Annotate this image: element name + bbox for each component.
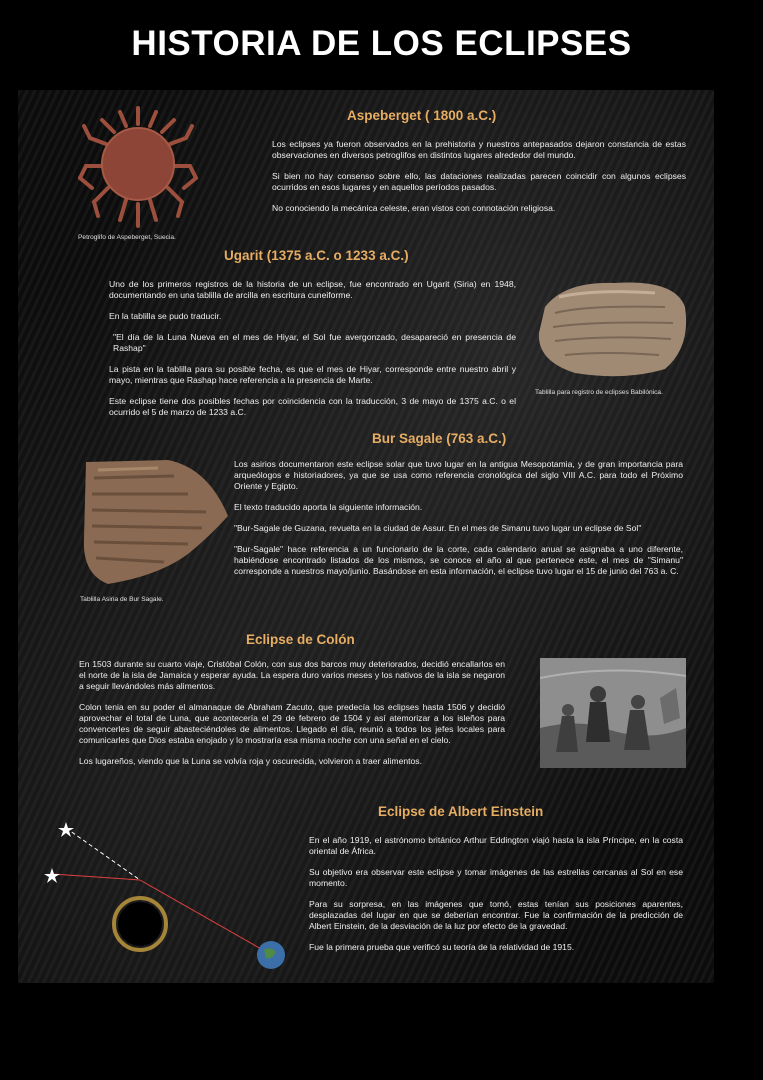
einstein-heading: Eclipse de Albert Einstein	[378, 804, 544, 819]
colon-engraving-image	[540, 658, 686, 768]
ugarit-heading: Ugarit (1375 a.C. o 1233 a.C.)	[224, 248, 409, 263]
petroglyph-caption: Petroglifo de Aspeberget, Suecia.	[78, 234, 176, 241]
paragraph: No conociendo la mecánica celeste, eran vistos con connotación religiosa.	[272, 203, 556, 213]
page-title: HISTORIA DE LOS ECLIPSES	[131, 24, 632, 63]
paragraph: Los eclipses ya fueron observados en la prehistoria y nuestros antepasados dejaron constancia de estas observaciones en diversos petroglifos en distintos lugares alrededor del mundo.	[272, 139, 686, 160]
paragraph: Los lugareños, viendo que la Luna se volvía roja y oscurecida, volvieron a traer alimentos.	[79, 756, 422, 766]
colon-text	[79, 659, 505, 777]
paragraph: Fue la primera prueba que verificó su teoría de la relatividad de 1915.	[309, 942, 575, 952]
einstein-text	[309, 835, 683, 963]
paragraph: "El día de la Luna Nueva en el mes de Hiyar, el Sol fue avergonzado, desapareció en presencia de Rashap"	[113, 332, 516, 353]
paragraph: El texto traducido aporta la siguiente información.	[234, 502, 423, 512]
paragraph: "Bur-Sagale" hace referencia a un funcionario de la corte, cada calendario anual se asignaba a uno diferente, habiéndose encontrado listados de los mismos, se conoce el año al que pertenece este, el mes de "Simanu" corresponde a nuestros mayo/junio. Basándose en esta información, el eclipse tuvo lugar el 15 de junio del 763 a. C.	[234, 544, 683, 576]
paragraph: En la tablilla se pudo traducir.	[109, 311, 222, 321]
paragraph: En 1503 durante su cuarto viaje, Cristóbal Colón, con sus dos barcos muy deteriorados, decidió encallarlos en el norte de la isla de Jamaica y esperar ayuda. La espera duro varios meses y los nativos de la isla se negaron a seguir llevándoles más alimentos.	[79, 659, 505, 691]
bursagale-tablet-image	[78, 458, 233, 588]
ugarit-caption: Tablilla para registro de eclipses Babilónica.	[535, 389, 663, 396]
aspeberget-text	[272, 139, 686, 224]
light-deflection-diagram	[40, 818, 295, 978]
bursagale-caption: Tablilla Asiria de Bur Sagale.	[80, 596, 164, 603]
aspeberget-heading: Aspeberget ( 1800 a.C.)	[347, 108, 497, 123]
paragraph: Su objetivo era observar este eclipse y tomar imágenes de las estrellas cercanas al Sol en ese momento.	[309, 867, 683, 888]
paragraph: Uno de los primeros registros de la historia de un eclipse, fue encontrado en Ugarit (Siria) en 1948, documentando en una tablilla de arcilla en escritura cuneiforme.	[109, 279, 516, 300]
ugarit-tablet-image	[535, 277, 690, 382]
colon-heading: Eclipse de Colón	[246, 632, 355, 647]
paragraph: Este eclipse tiene dos posibles fechas por coincidencia con la traducción, 3 de mayo de 1375 a.C. o el ocurrido el 5 de marzo de 1233 a.C.	[109, 396, 516, 417]
paragraph: Colon tenia en su poder el almanaque de Abraham Zacuto, que predecía los eclipses hasta 1506 y decidió aprovechar el total de Luna, que acontecería el 29 de febrero de 1504 y así atemorizar a los isleños para convencerles de seguir abasteciéndoles de alimentos. Llegado el día, reunió a todos los jefes locales para comunicarles que Dios estaba enojado y lo mostraría esa misma noche con una señal en el cielo.	[79, 702, 505, 745]
petroglyph-image	[76, 104, 201, 230]
paragraph: Para su sorpresa, en las imágenes que tomó, estas tenían sus posiciones aparentes, desplazadas del lugar en que se deberían encontrar. Fue la confirmación de la predicción de Albert Einstein, de la desviación de la luz por efecto de la gravedad.	[309, 899, 683, 931]
paragraph: En el año 1919, el astrónomo británico Arthur Eddington viajó hasta la isla Príncipe, en la costa oriental de África.	[309, 835, 683, 856]
paragraph: Los asirios documentaron este eclipse solar que tuvo lugar en la antigua Mesopotamia, y de gran importancia para arqueólogos e historiadores, ya que se usa como referencia cronológica del siglo VIII A.C. para todo el Próximo Oriente y Egipto.	[234, 459, 683, 491]
paragraph: "Bur-Sagale de Guzana, revuelta en la ciudad de Assur. En el mes de Simanu tuvo lugar un eclipse de Sol"	[234, 523, 642, 533]
bursagale-heading: Bur Sagale (763 a.C.)	[372, 431, 507, 446]
paragraph: Si bien no hay consenso sobre ello, las dataciones realizadas parecen coincidir con algunos eclipses ocurridos en esos lugares y en aquellos períodos pasados.	[272, 171, 686, 192]
paragraph: La pista en la tablilla para su posible fecha, es que el mes de Hiyar, corresponde entre nuestro abril y mayo, mientras que Rashap hace referencia a la presencia de Marte.	[109, 364, 516, 385]
bursagale-text	[234, 459, 683, 587]
ugarit-text	[109, 279, 516, 428]
